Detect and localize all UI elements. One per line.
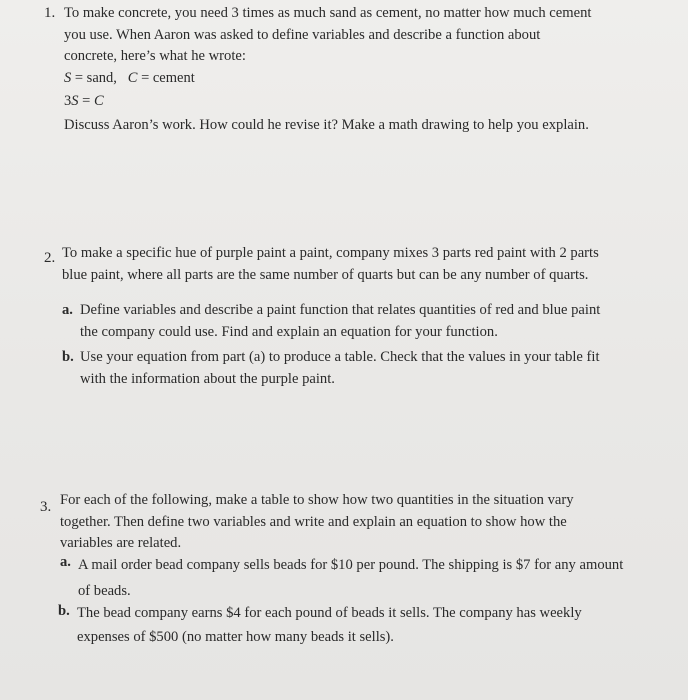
problem-3-number: 3. (40, 499, 52, 515)
problem-3-intro: For each of the following, make a table to show how two quantities in the situation vary together. Then define two variables and write and explain an equation to show how the variables are related. (60, 492, 574, 551)
problem-2-part-a-label: a. (62, 302, 73, 318)
problem-3-part-a-label: a. (60, 554, 71, 570)
problem-2-number: 2. (44, 250, 56, 266)
problem-2-part-b-text: Use your equation from part (a) to produce a table. Check that the values in your table fit with the information about the purple paint. (80, 349, 600, 387)
problem-3-part-b-text: The bead company earns $4 for each pound of beads it sells. The company has weekly expenses of $500 (no matter how many beads it sells). (77, 605, 582, 645)
problem-1-intro: To make concrete, you need 3 times as much sand as cement, no matter how much cement you use. When Aaron was asked to define variables and describe a function about concrete, here’s what he wrote: (64, 5, 592, 64)
problem-1-question: Discuss Aaron’s work. How could he revise it? Make a math drawing to help you explain. (64, 117, 589, 133)
problem-1-math-line-2: 3S = C (64, 93, 104, 109)
problem-3-part-a-text: A mail order bead company sells beads for $10 per pound. The shipping is $7 for any amount of beads. (78, 557, 624, 599)
problem-1-number: 1. (44, 5, 56, 21)
problem-2-intro: To make a specific hue of purple paint a paint, company mixes 3 parts red paint with 2 parts blue paint, where all parts are the same number of quarts but can be any number of quarts. (62, 245, 599, 283)
problem-1-math-line-1: S = sand, C = cement (64, 70, 195, 86)
problem-2-part-b-label: b. (62, 349, 74, 365)
problem-2-part-a-text: Define variables and describe a paint function that relates quantities of red and blue paint the company could use. Find and explain an equation for your function. (80, 302, 601, 340)
problem-3-part-b-label: b. (58, 603, 70, 619)
